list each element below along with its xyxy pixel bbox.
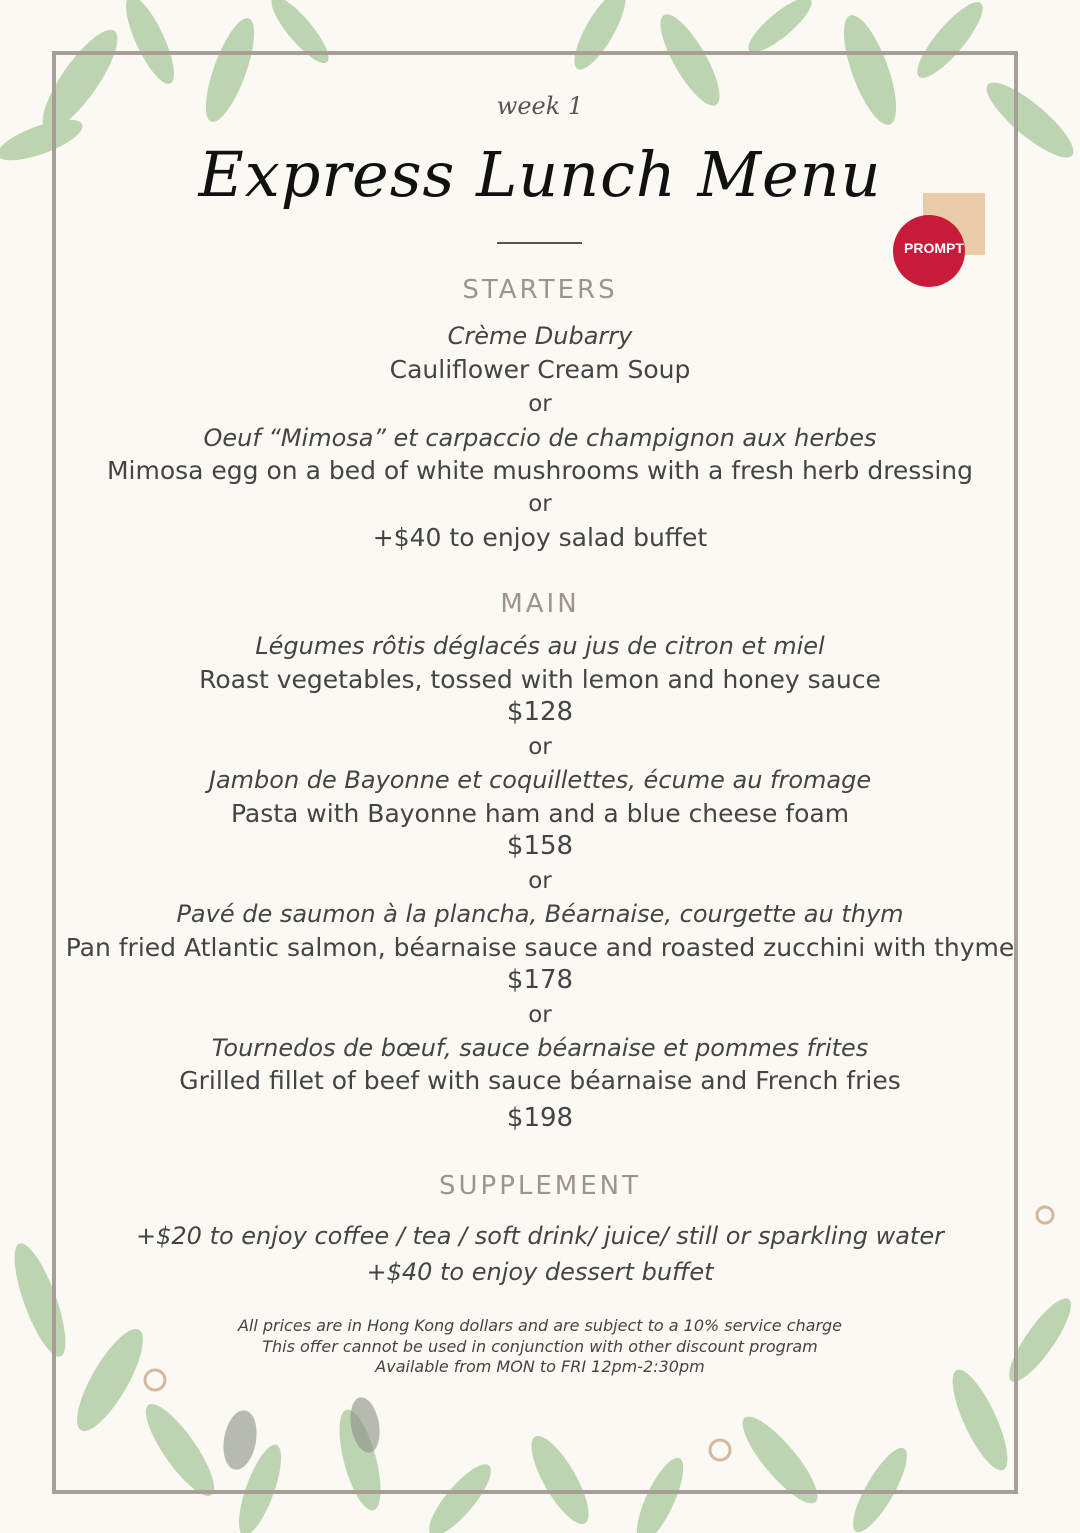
menu-title: Express Lunch Menu [198,138,882,211]
main-1-english: Roast vegetables, tossed with lemon and honey sauce [199,665,881,694]
starter-1-french: Crème Dubarry [447,322,633,350]
or-separator: or [528,491,552,517]
starter-2-english: Mimosa egg on a bed of white mushrooms with a fresh herb dressing [106,456,974,485]
starter-3-salad-buffet: +$40 to enjoy salad buffet [372,523,708,552]
supplement-dessert-buffet: +$40 to enjoy dessert buffet [366,1258,714,1286]
or-separator: or [528,1002,552,1028]
main-4-french: Tournedos de bœuf, sauce béarnaise et pommes frites [211,1034,869,1062]
main-heading: MAIN [500,589,580,619]
starters-heading: STARTERS [462,275,618,305]
supplement-drinks: +$20 to enjoy coffee / tea / soft drink/ juice/ still or sparkling water [136,1222,944,1250]
main-2-price: $158 [506,831,574,861]
footer-availability: Available from MON to FRI 12pm-2:30pm [375,1357,705,1376]
footer-discount-note: This offer cannot be used in conjunction with other discount program [262,1337,818,1356]
or-separator: or [528,391,552,417]
main-1-french: Légumes rôtis déglacés au jus de citron et miel [255,632,825,660]
title-divider [497,242,582,244]
supplement-heading: SUPPLEMENT [439,1171,641,1201]
or-separator: or [528,868,552,894]
main-2-english: Pasta with Bayonne ham and a blue cheese foam [230,799,850,828]
main-1-price: $128 [506,697,574,727]
main-3-price: $178 [506,965,574,995]
starter-1-english: Cauliflower Cream Soup [389,355,691,384]
main-4-english: Grilled fillet of beef with sauce béarnaise and French fries [179,1066,901,1095]
starter-2-french: Oeuf “Mimosa” et carpaccio de champignon aux herbes [203,424,877,452]
footer-service-charge: All prices are in Hong Kong dollars and are subject to a 10% service charge [237,1316,843,1335]
logo-text: PROMPT [904,240,964,256]
main-2-french: Jambon de Bayonne et coquillettes, écume au fromage [208,766,872,794]
main-3-french: Pavé de saumon à la plancha, Béarnaise, courgette au thym [176,900,904,928]
or-separator: or [528,734,552,760]
main-3-english: Pan fried Atlantic salmon, béarnaise sauce and roasted zucchini with thyme [65,933,1015,962]
main-4-price: $198 [506,1103,574,1133]
week-label: week 1 [496,92,584,120]
